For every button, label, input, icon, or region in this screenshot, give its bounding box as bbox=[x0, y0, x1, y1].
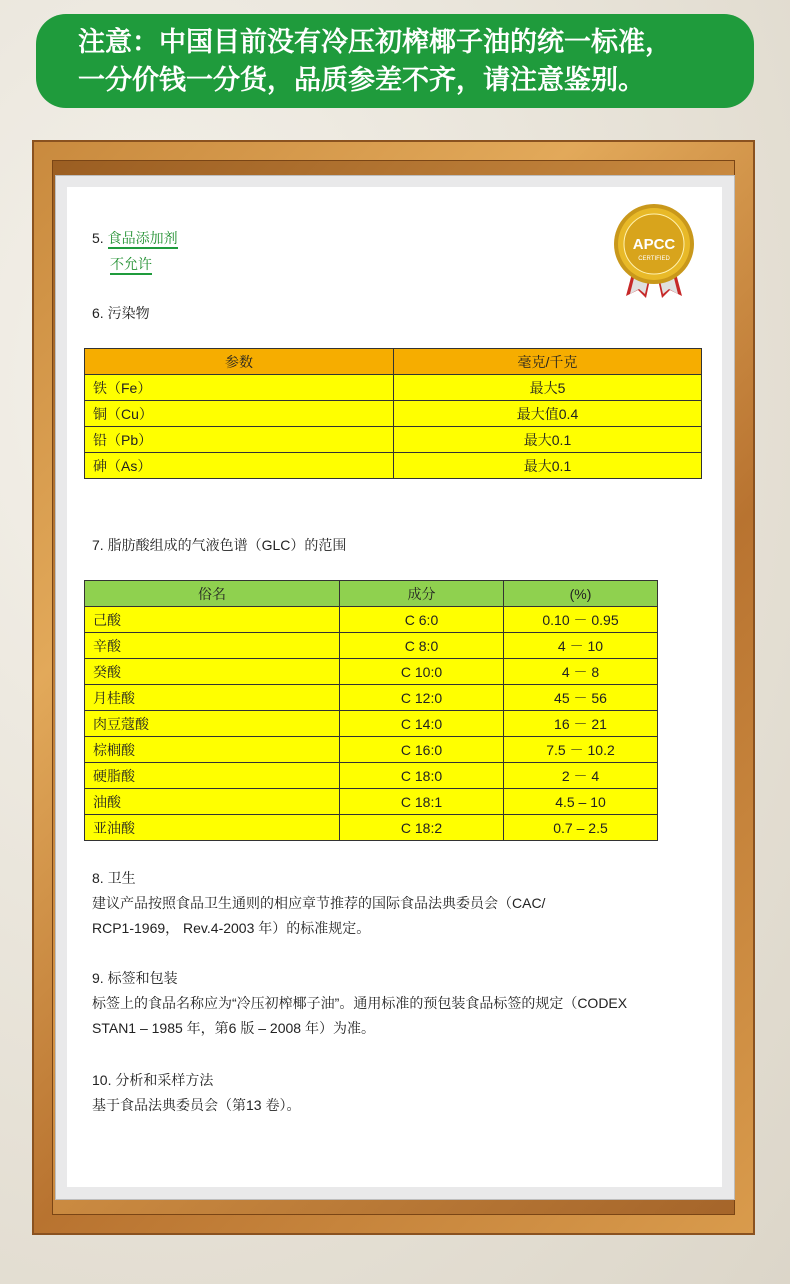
table-cell: C 18:2 bbox=[340, 815, 504, 841]
table-cell: 己酸 bbox=[85, 607, 340, 633]
notice-banner bbox=[36, 14, 754, 108]
table-cell: C 8:0 bbox=[340, 633, 504, 659]
section10 bbox=[92, 1068, 300, 1118]
table-row bbox=[85, 711, 658, 737]
section5-title: 食品添加剂 bbox=[108, 230, 178, 249]
table-row bbox=[85, 815, 658, 841]
section9-line-1: 标签上的食品名称应为“冷压初榨椰子油”。通用标准的预包装食品标签的规定（CODEX bbox=[92, 995, 628, 1011]
table-cell: C 18:1 bbox=[340, 789, 504, 815]
table-header-row bbox=[85, 349, 702, 375]
table-cell: 砷（As） bbox=[85, 453, 394, 479]
table-cell: 0.10 － 0.95 bbox=[504, 607, 658, 633]
table-header-cell: 毫克/千克 bbox=[394, 349, 702, 375]
badge-title: APCC bbox=[632, 236, 676, 253]
section5-value: 不允许 bbox=[110, 256, 152, 275]
section5-heading bbox=[92, 228, 178, 248]
table-row bbox=[85, 453, 702, 479]
section9-title: 9. 标签和包装 bbox=[92, 970, 178, 986]
table-row bbox=[85, 763, 658, 789]
notice-line-2: 一分价钱一分货，品质参差不齐，请注意鉴别。 bbox=[78, 65, 645, 95]
table-cell: 2 － 4 bbox=[504, 763, 658, 789]
section6-title: 6. 污染物 bbox=[92, 305, 150, 321]
table-cell: 铁（Fe） bbox=[85, 375, 394, 401]
table-row bbox=[85, 659, 658, 685]
table-cell: 硬脂酸 bbox=[85, 763, 340, 789]
section9-line-2: STAN1 – 1985 年，第6 版 – 2008 年）为准。 bbox=[92, 1020, 375, 1036]
section7-title: 7. 脂肪酸组成的气液色谱（GLC）的范围 bbox=[92, 537, 347, 553]
table-header-cell: 俗名 bbox=[85, 581, 340, 607]
table-cell: 油酸 bbox=[85, 789, 340, 815]
table-row bbox=[85, 375, 702, 401]
table-cell: 铅（Pb） bbox=[85, 427, 394, 453]
table-row bbox=[85, 633, 658, 659]
badge-subtitle: CERTIFIED bbox=[638, 256, 670, 262]
table-cell: C 18:0 bbox=[340, 763, 504, 789]
notice-line-1: 注意：中国目前没有冷压初榨椰子油的统一标准， bbox=[78, 27, 672, 57]
section8-title: 8. 卫生 bbox=[92, 870, 136, 886]
table-cell: 棕榈酸 bbox=[85, 737, 340, 763]
table-cell: C 12:0 bbox=[340, 685, 504, 711]
table-cell: 0.7 – 2.5 bbox=[504, 815, 658, 841]
table-header-row bbox=[85, 581, 658, 607]
table-cell: 16 － 21 bbox=[504, 711, 658, 737]
table-row bbox=[85, 607, 658, 633]
table-cell: 4 － 10 bbox=[504, 633, 658, 659]
section8 bbox=[92, 866, 545, 941]
table-cell: C 14:0 bbox=[340, 711, 504, 737]
section5-number: 5. bbox=[92, 230, 104, 246]
table-row bbox=[85, 685, 658, 711]
table-cell: 铜（Cu） bbox=[85, 401, 394, 427]
table-cell: 癸酸 bbox=[85, 659, 340, 685]
table-cell: 亚油酸 bbox=[85, 815, 340, 841]
section9 bbox=[92, 966, 627, 1041]
section10-line-1: 基于食品法典委员会（第13 卷）。 bbox=[92, 1097, 301, 1113]
section5-value-wrap bbox=[110, 254, 152, 274]
table-cell: C 10:0 bbox=[340, 659, 504, 685]
table-cell: 辛酸 bbox=[85, 633, 340, 659]
section10-title: 10. 分析和采样方法 bbox=[92, 1072, 214, 1088]
table-header-cell: (%) bbox=[504, 581, 658, 607]
table-cell: 最大5 bbox=[394, 375, 702, 401]
table-cell: 最大0.1 bbox=[394, 453, 702, 479]
section8-line-1: 建议产品按照食品卫生通则的相应章节推荐的国际食品法典委员会（CAC/ bbox=[92, 895, 546, 911]
table-cell: 月桂酸 bbox=[85, 685, 340, 711]
table-row bbox=[85, 427, 702, 453]
table-row bbox=[85, 401, 702, 427]
table-cell: 7.5 － 10.2 bbox=[504, 737, 658, 763]
table-row bbox=[85, 789, 658, 815]
fatty-acid-table bbox=[84, 580, 658, 841]
table-cell: 45 － 56 bbox=[504, 685, 658, 711]
table-row bbox=[85, 737, 658, 763]
section8-line-2: RCP1-1969， Rev.4-2003 年）的标准规定。 bbox=[92, 920, 371, 936]
table-cell: 4 － 8 bbox=[504, 659, 658, 685]
table-header-cell: 参数 bbox=[85, 349, 394, 375]
table-cell: 最大值0.4 bbox=[394, 401, 702, 427]
table-cell: C 16:0 bbox=[340, 737, 504, 763]
table-cell: 肉豆蔻酸 bbox=[85, 711, 340, 737]
contaminants-table bbox=[84, 348, 702, 479]
table-cell: 4.5 – 10 bbox=[504, 789, 658, 815]
apcc-certified-seal bbox=[612, 204, 696, 300]
table-cell: C 6:0 bbox=[340, 607, 504, 633]
table-cell: 最大0.1 bbox=[394, 427, 702, 453]
table-header-cell: 成分 bbox=[340, 581, 504, 607]
